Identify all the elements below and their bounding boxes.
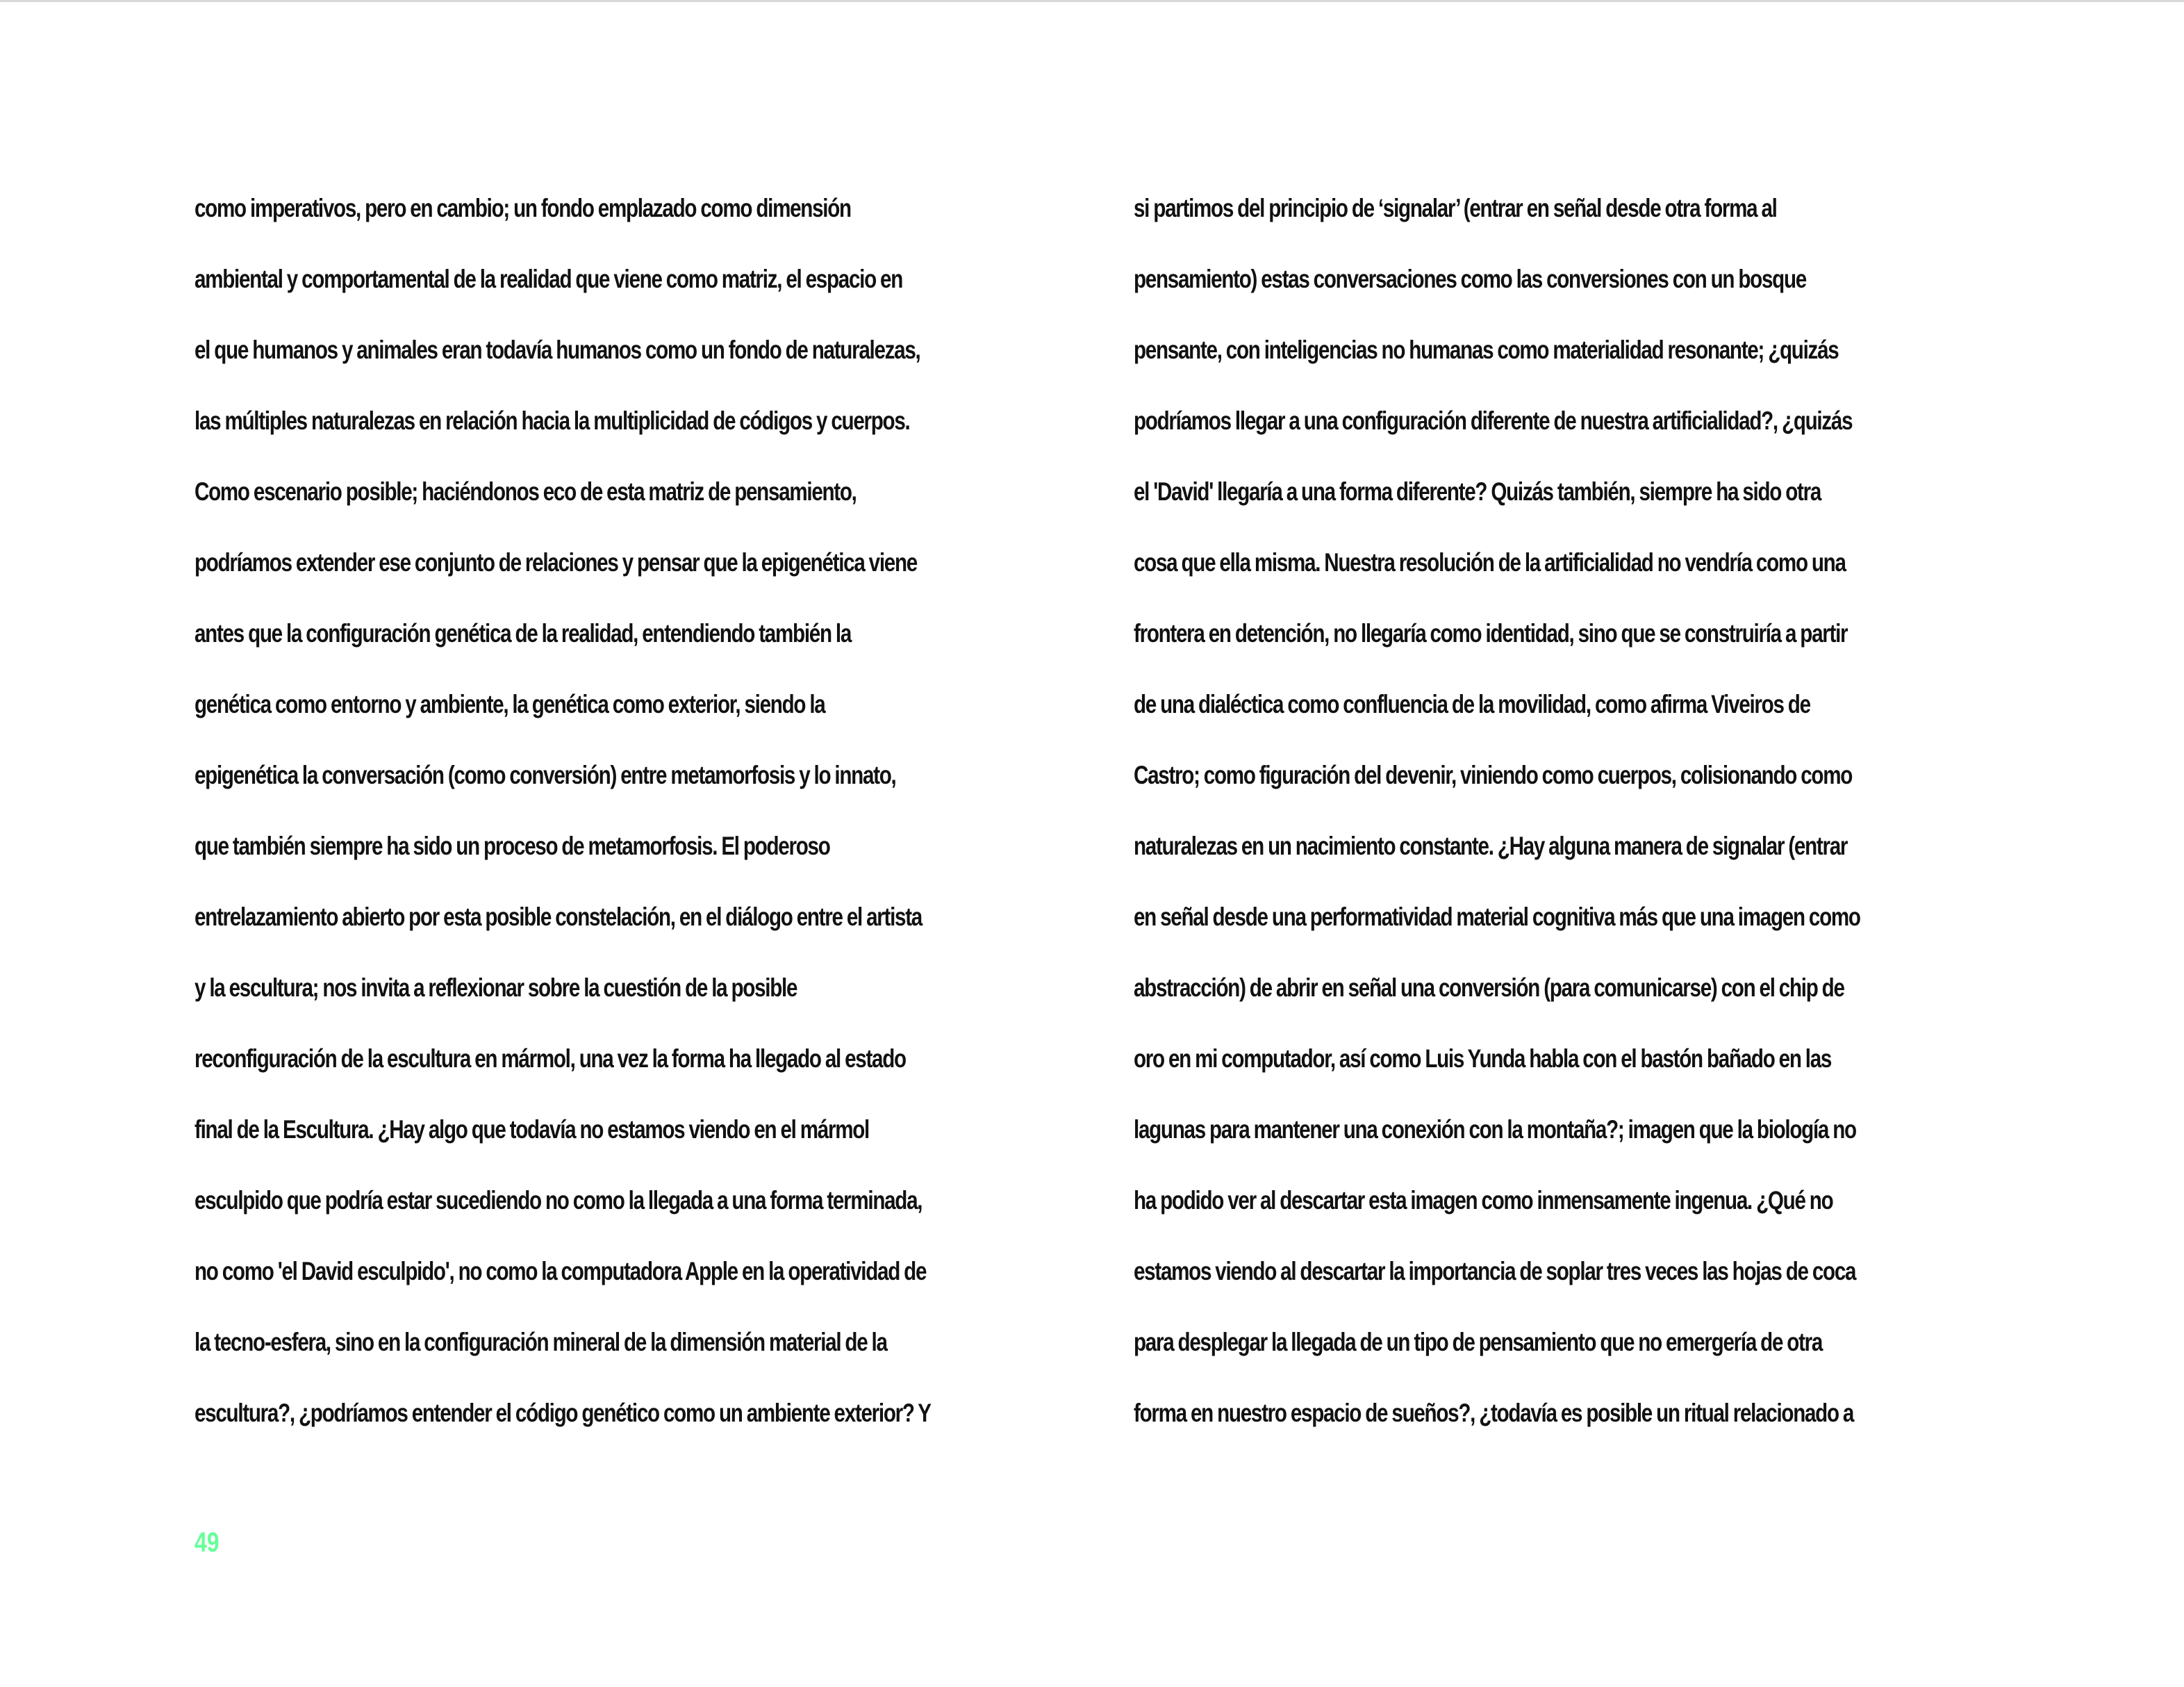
- text-line: pensante, con inteligencias no humanas como materialidad resonante; ¿quizás: [1134, 336, 1839, 364]
- page-number: 49: [195, 1527, 220, 1558]
- text-line: que también siempre ha sido un proceso de metamorfosis. El poderoso: [195, 832, 830, 860]
- text-line: forma en nuestro espacio de sueños?, ¿todavía es posible un ritual relacionado a: [1134, 1399, 1854, 1427]
- text-line: como imperativos, pero en cambio; un fondo emplazado como dimensión: [195, 194, 851, 222]
- text-line: ha podido ver al descartar esta imagen como inmensamente ingenua. ¿Qué no: [1134, 1186, 1833, 1215]
- text-line: podríamos extender ese conjunto de relaciones y pensar que la epigenética viene: [195, 548, 917, 577]
- page-top-border: [0, 0, 2184, 2]
- text-line: genética como entorno y ambiente, la genética como exterior, siendo la: [195, 690, 825, 718]
- text-line: las múltiples naturalezas en relación hacia la multiplicidad de códigos y cuerpos.: [195, 406, 910, 435]
- text-line: oro en mi computador, así como Luis Yunda habla con el bastón bañado en las: [1134, 1044, 1832, 1073]
- text-line: podríamos llegar a una configuración diferente de nuestra artificialidad?, ¿quizás: [1134, 406, 1853, 435]
- text-line: pensamiento) estas conversaciones como las conversiones con un bosque: [1134, 265, 1806, 293]
- text-line: no como 'el David esculpido', no como la computadora Apple en la operatividad de: [195, 1257, 927, 1285]
- text-line: y la escultura; nos invita a reflexionar sobre la cuestión de la posible: [195, 973, 797, 1002]
- text-line: ambiental y comportamental de la realidad que viene como matriz, el espacio en: [195, 265, 903, 293]
- text-column-right: [1134, 186, 1995, 1461]
- text-line: lagunas para mantener una conexión con la montaña?; imagen que la biología no: [1134, 1115, 1856, 1144]
- text-line: abstracción) de abrir en señal una conversión (para comunicarse) con el chip de: [1134, 973, 1844, 1002]
- text-line: estamos viendo al descartar la importancia de soplar tres veces las hojas de coca: [1134, 1257, 1856, 1285]
- text-line: de una dialéctica como confluencia de la movilidad, como afirma Viveiros de: [1134, 690, 1810, 718]
- text-line: si partimos del principio de ‘signalar’ (entrar en señal desde otra forma al: [1134, 194, 1777, 222]
- text-line: cosa que ella misma. Nuestra resolución de la artificialidad no vendría como una: [1134, 548, 1846, 577]
- text-line: reconfiguración de la escultura en mármol, una vez la forma ha llegado al estado: [195, 1044, 906, 1073]
- text-line: para desplegar la llegada de un tipo de pensamiento que no emergería de otra: [1134, 1328, 1823, 1356]
- text-line: escultura?, ¿podríamos entender el código genético como un ambiente exterior? Y: [195, 1399, 931, 1427]
- text-line: entrelazamiento abierto por esta posible constelación, en el diálogo entre el artista: [195, 903, 922, 931]
- text-line: antes que la configuración genética de la realidad, entendiendo también la: [195, 619, 852, 648]
- text-line: Castro; como figuración del devenir, viniendo como cuerpos, colisionando como: [1134, 761, 1853, 789]
- text-line: esculpido que podría estar sucediendo no como la llegada a una forma terminada,: [195, 1186, 923, 1215]
- text-line: frontera en detención, no llegaría como identidad, sino que se construiría a partir: [1134, 619, 1848, 648]
- text-line: el que humanos y animales eran todavía humanos como un fondo de naturalezas,: [195, 336, 920, 364]
- text-line: la tecno-esfera, sino en la configuración mineral de la dimensión material de la: [195, 1328, 887, 1356]
- text-column-left: [195, 186, 1056, 1461]
- text-line: Como escenario posible; haciéndonos eco de esta matriz de pensamiento,: [195, 477, 857, 506]
- text-line: en señal desde una performatividad material cognitiva más que una imagen como: [1134, 903, 1860, 931]
- text-line: naturalezas en un nacimiento constante. ¿Hay alguna manera de signalar (entrar: [1134, 832, 1848, 860]
- text-line: final de la Escultura. ¿Hay algo que todavía no estamos viendo en el mármol: [195, 1115, 869, 1144]
- text-line: epigenética la conversación (como conversión) entre metamorfosis y lo innato,: [195, 761, 896, 789]
- text-line: el 'David' llegaría a una forma diferente? Quizás también, siempre ha sido otra: [1134, 477, 1821, 506]
